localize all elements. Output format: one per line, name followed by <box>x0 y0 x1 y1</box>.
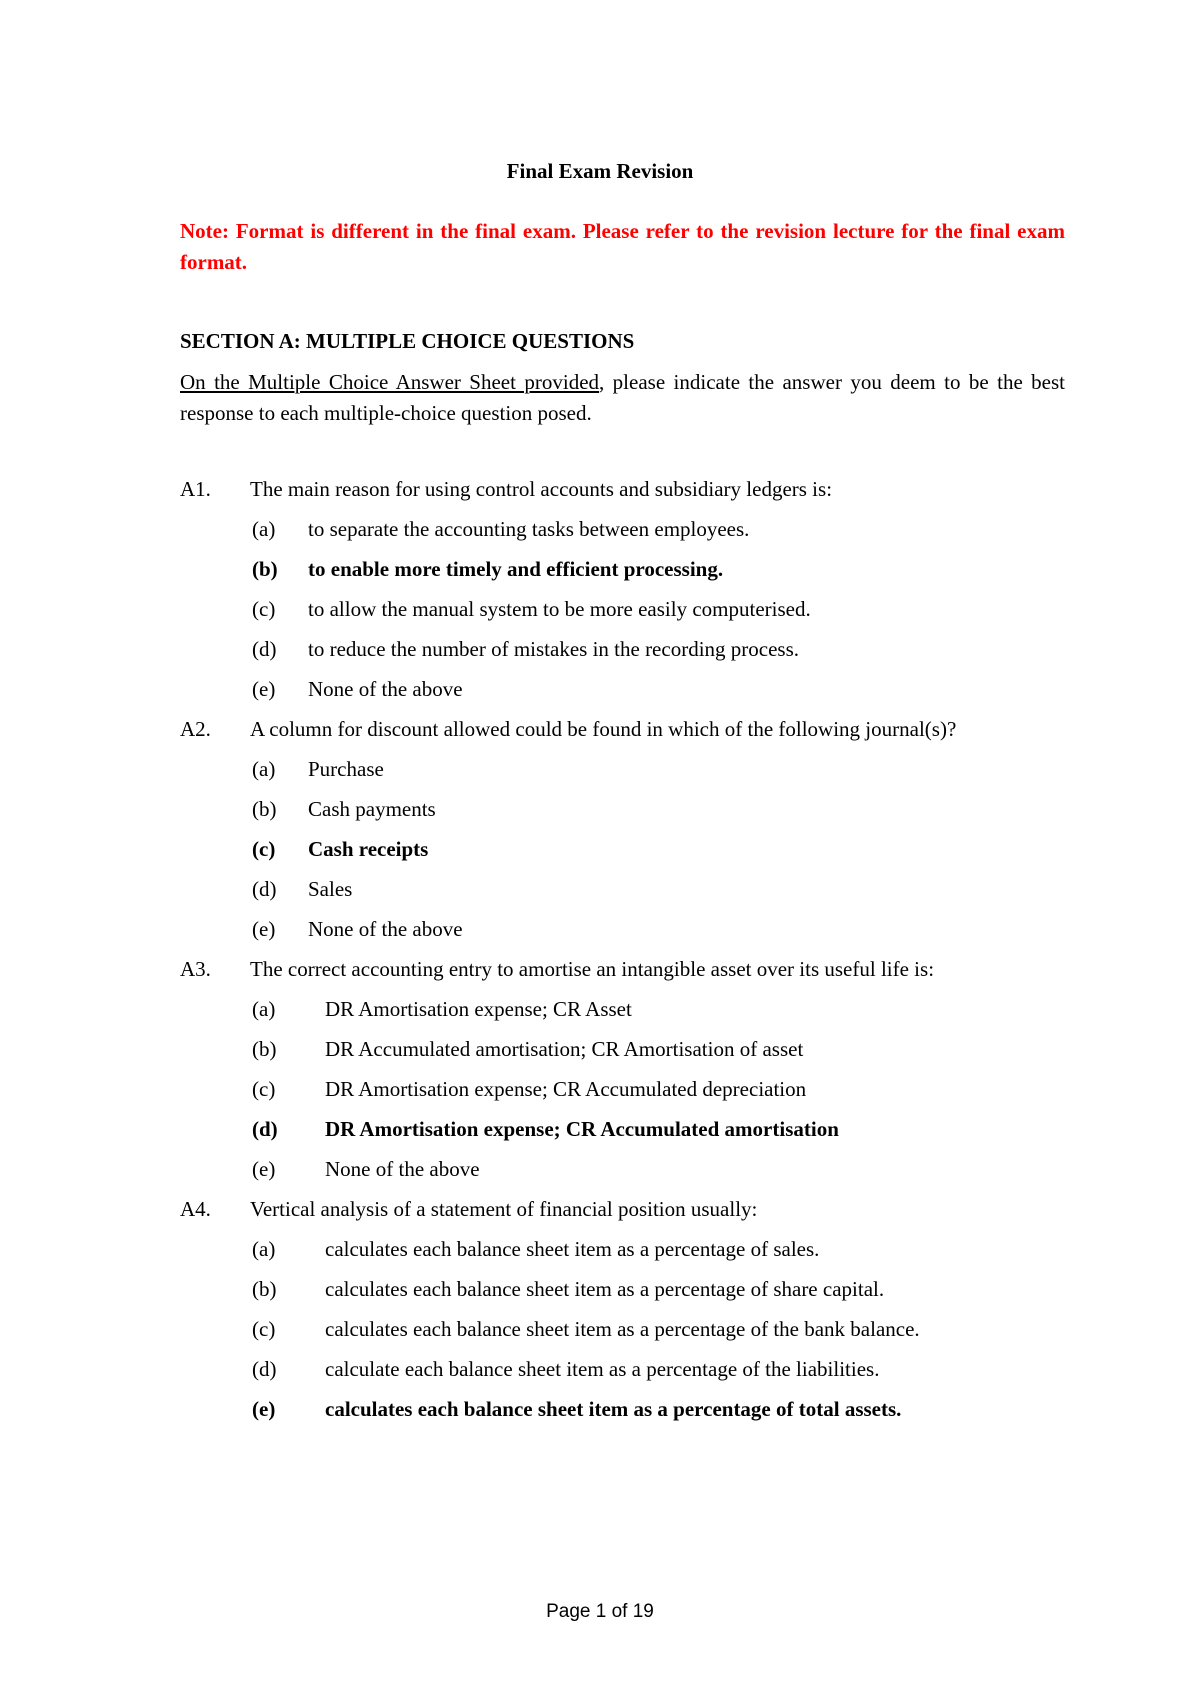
option-text: to allow the manual system to be more easily computerised. <box>308 597 811 621</box>
option-text: calculates each balance sheet item as a percentage of share capital. <box>325 1277 885 1301</box>
option-text: Sales <box>308 877 353 901</box>
option-text: Cash receipts <box>308 837 429 861</box>
option-text: None of the above <box>308 917 463 941</box>
format-note: Note: Format is different in the final exam. Please refer to the revision lecture for the final exam format. <box>180 219 1065 274</box>
option-text: DR Amortisation expense; CR Asset <box>325 997 632 1021</box>
option-label: (a) <box>252 1237 276 1261</box>
option-label: (b) <box>252 557 278 581</box>
question-text: The correct accounting entry to amortise an intangible asset over its useful life is: <box>250 957 935 981</box>
option-a3-d <box>180 1116 1080 1156</box>
question-a2 <box>180 716 1080 756</box>
option-label: (e) <box>252 917 276 941</box>
option-text: DR Amortisation expense; CR Accumulated amortisation <box>325 1117 839 1141</box>
option-a1-c <box>180 596 1080 636</box>
option-label: (a) <box>252 757 276 781</box>
option-label: (c) <box>252 597 276 621</box>
option-label: (c) <box>252 1077 276 1101</box>
option-a3-a <box>180 996 1080 1036</box>
section-heading: SECTION A: MULTIPLE CHOICE QUESTIONS <box>180 329 635 353</box>
instructions-underlined: On the Multiple Choice Answer Sheet provided <box>180 370 600 394</box>
option-text: calculates each balance sheet item as a percentage of total assets. <box>325 1397 902 1421</box>
question-text: A column for discount allowed could be found in which of the following journal(s)? <box>250 717 957 741</box>
option-a3-b <box>180 1036 1080 1076</box>
option-a1-b <box>180 556 1080 596</box>
question-list <box>180 476 1080 1436</box>
instructions <box>180 367 1065 429</box>
instructions-text: , please indicate the answer you deem to be the best response to each multiple-choice question posed. <box>180 370 1065 425</box>
option-a2-b <box>180 796 1080 836</box>
option-a2-d <box>180 876 1080 916</box>
question-a3 <box>180 956 1080 996</box>
question-number: A3. <box>180 957 211 981</box>
option-text: None of the above <box>308 677 463 701</box>
option-a3-e <box>180 1156 1080 1196</box>
option-label: (e) <box>252 677 276 701</box>
question-a4 <box>180 1196 1080 1236</box>
page-footer: Page 1 of 19 <box>546 1601 654 1622</box>
option-text: to reduce the number of mistakes in the recording process. <box>308 637 800 661</box>
option-a1-d <box>180 636 1080 676</box>
option-text: calculates each balance sheet item as a percentage of the bank balance. <box>325 1317 920 1341</box>
option-a1-a <box>180 516 1080 556</box>
option-label: (b) <box>252 1037 277 1061</box>
question-a1 <box>180 476 1080 516</box>
option-label: (d) <box>252 1117 278 1141</box>
question-number: A1. <box>180 477 211 501</box>
option-a4-b <box>180 1276 1080 1316</box>
option-text: calculate each balance sheet item as a percentage of the liabilities. <box>325 1357 880 1381</box>
option-a3-c <box>180 1076 1080 1116</box>
option-a2-e <box>180 916 1080 956</box>
question-text: Vertical analysis of a statement of financial position usually: <box>250 1197 758 1221</box>
option-text: None of the above <box>325 1157 480 1181</box>
option-text: DR Amortisation expense; CR Accumulated depreciation <box>325 1077 807 1101</box>
option-a4-c <box>180 1316 1080 1356</box>
option-text: to enable more timely and efficient processing. <box>308 557 724 581</box>
question-number: A4. <box>180 1197 211 1221</box>
option-label: (a) <box>252 517 276 541</box>
option-label: (c) <box>252 1317 276 1341</box>
option-text: to separate the accounting tasks between employees. <box>308 517 750 541</box>
option-label: (c) <box>252 837 276 861</box>
option-label: (e) <box>252 1157 276 1181</box>
option-a2-c <box>180 836 1080 876</box>
option-label: (d) <box>252 1357 277 1381</box>
option-label: (d) <box>252 877 277 901</box>
option-label: (d) <box>252 637 277 661</box>
option-a4-a <box>180 1236 1080 1276</box>
option-label: (e) <box>252 1397 276 1421</box>
option-a4-d <box>180 1356 1080 1396</box>
option-text: Cash payments <box>308 797 436 821</box>
option-text: Purchase <box>308 757 384 781</box>
question-number: A2. <box>180 717 211 741</box>
option-text: DR Accumulated amortisation; CR Amortisation of asset <box>325 1037 804 1061</box>
option-label: (b) <box>252 797 277 821</box>
option-a2-a <box>180 756 1080 796</box>
option-a1-e <box>180 676 1080 716</box>
option-label: (b) <box>252 1277 277 1301</box>
option-a4-e <box>180 1396 1080 1436</box>
page-title: Final Exam Revision <box>506 159 694 183</box>
question-text: The main reason for using control accounts and subsidiary ledgers is: <box>250 477 833 501</box>
option-label: (a) <box>252 997 276 1021</box>
option-text: calculates each balance sheet item as a percentage of sales. <box>325 1237 820 1261</box>
